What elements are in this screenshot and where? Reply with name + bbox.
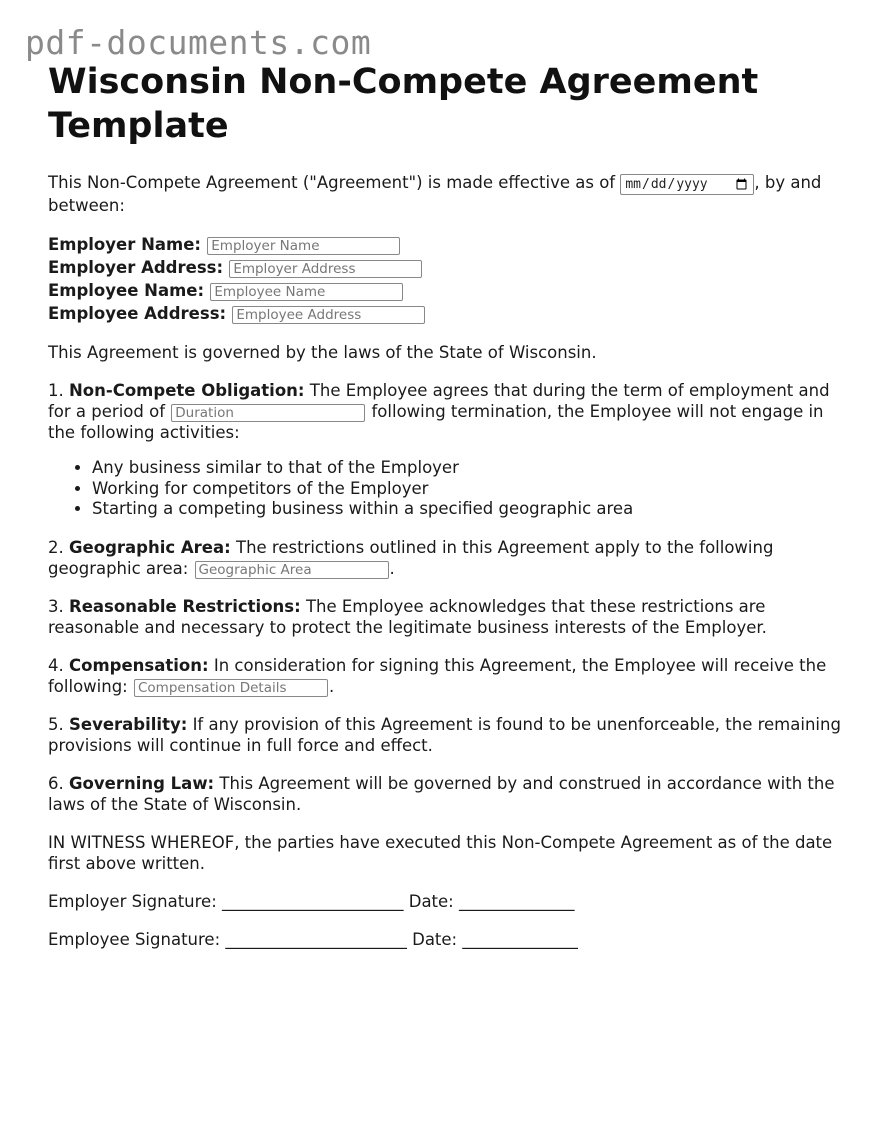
section-4-number: 4. bbox=[48, 655, 64, 675]
section-6-number: 6. bbox=[48, 773, 64, 793]
compensation-details-input[interactable] bbox=[134, 679, 328, 697]
activities-list bbox=[48, 458, 848, 520]
section-1-number: 1. bbox=[48, 381, 64, 400]
section-6 bbox=[48, 773, 848, 815]
employee-name-input[interactable] bbox=[210, 283, 403, 301]
employer-address-row bbox=[48, 256, 848, 279]
employee-name-label: Employee Name: bbox=[48, 281, 205, 300]
employer-address-input[interactable] bbox=[229, 260, 422, 278]
section-4-text: In consideration for signing this Agreement, the Employee will receive the following: bbox=[48, 655, 827, 696]
list-item: • Working for competitors of the Employer bbox=[92, 479, 848, 500]
section-5-text: If any provision of this Agreement is found to be unenforceable, the remaining provisions will continue in full force and effect. bbox=[48, 714, 841, 755]
section-6-text: This Agreement will be governed by and construed in accordance with the laws of the State of Wisconsin. bbox=[48, 773, 835, 814]
section-1 bbox=[48, 380, 848, 443]
section-2 bbox=[48, 537, 848, 579]
section-6-heading: Governing Law: bbox=[69, 773, 215, 793]
section-1-heading: Non-Compete Obligation: bbox=[69, 381, 305, 400]
page-title: Wisconsin Non-Compete Agreement Template bbox=[48, 62, 759, 146]
employer-signature-line: Employer Signature: ______________________ Date: ______________ bbox=[48, 891, 575, 911]
employer-address-label: Employer Address: bbox=[48, 258, 224, 277]
section-3 bbox=[48, 596, 848, 638]
intro-text-end: , by and between: bbox=[48, 173, 822, 215]
employee-address-row bbox=[48, 302, 848, 325]
document-body bbox=[48, 60, 848, 950]
employee-address-input[interactable] bbox=[232, 306, 425, 324]
section-4 bbox=[48, 655, 848, 697]
section-2-number: 2. bbox=[48, 537, 64, 557]
section-4-text-end: . bbox=[329, 676, 335, 696]
section-5-heading: Severability: bbox=[69, 714, 188, 734]
section-2-text-end: . bbox=[389, 558, 395, 578]
section-2-text: The restrictions outlined in this Agreement apply to the following geographic area: bbox=[48, 537, 774, 578]
section-4-heading: Compensation: bbox=[69, 655, 209, 675]
employee-name-row bbox=[48, 279, 848, 302]
party-fields bbox=[48, 233, 848, 325]
section-5 bbox=[48, 714, 848, 756]
list-item: • Starting a competing business within a specified geographic area bbox=[92, 499, 848, 520]
section-3-text: The Employee acknowledges that these restrictions are reasonable and necessary to protect the legitimate business interests of the Employer. bbox=[48, 596, 767, 637]
geographic-area-input[interactable] bbox=[195, 561, 389, 579]
section-1-text: The Employee agrees that during the term of employment and for a period of bbox=[48, 381, 830, 421]
duration-input[interactable] bbox=[171, 404, 365, 422]
employee-signature-line: Employee Signature: ______________________ Date: ______________ bbox=[48, 929, 578, 949]
intro-paragraph bbox=[48, 172, 848, 216]
employer-name-label: Employer Name: bbox=[48, 235, 202, 254]
effective-date-input[interactable] bbox=[620, 174, 754, 195]
section-2-heading: Geographic Area: bbox=[69, 537, 231, 557]
witness-paragraph: IN WITNESS WHEREOF, the parties have executed this Non-Compete Agreement as of the date first above written. bbox=[48, 832, 833, 873]
employee-address-label: Employee Address: bbox=[48, 304, 227, 323]
governed-paragraph: This Agreement is governed by the laws of the State of Wisconsin. bbox=[48, 343, 597, 362]
intro-text: This Non-Compete Agreement ("Agreement") is made effective as of bbox=[48, 173, 616, 192]
section-1-text-end: following termination, the Employee will not engage in the following activities: bbox=[48, 402, 824, 442]
section-3-number: 3. bbox=[48, 596, 64, 616]
list-item: • Any business similar to that of the Employer bbox=[92, 458, 848, 479]
employer-name-row bbox=[48, 233, 848, 256]
section-3-heading: Reasonable Restrictions: bbox=[69, 596, 301, 616]
watermark: pdf-documents.com bbox=[25, 23, 372, 62]
employer-name-input[interactable] bbox=[207, 237, 400, 255]
section-5-number: 5. bbox=[48, 714, 64, 734]
